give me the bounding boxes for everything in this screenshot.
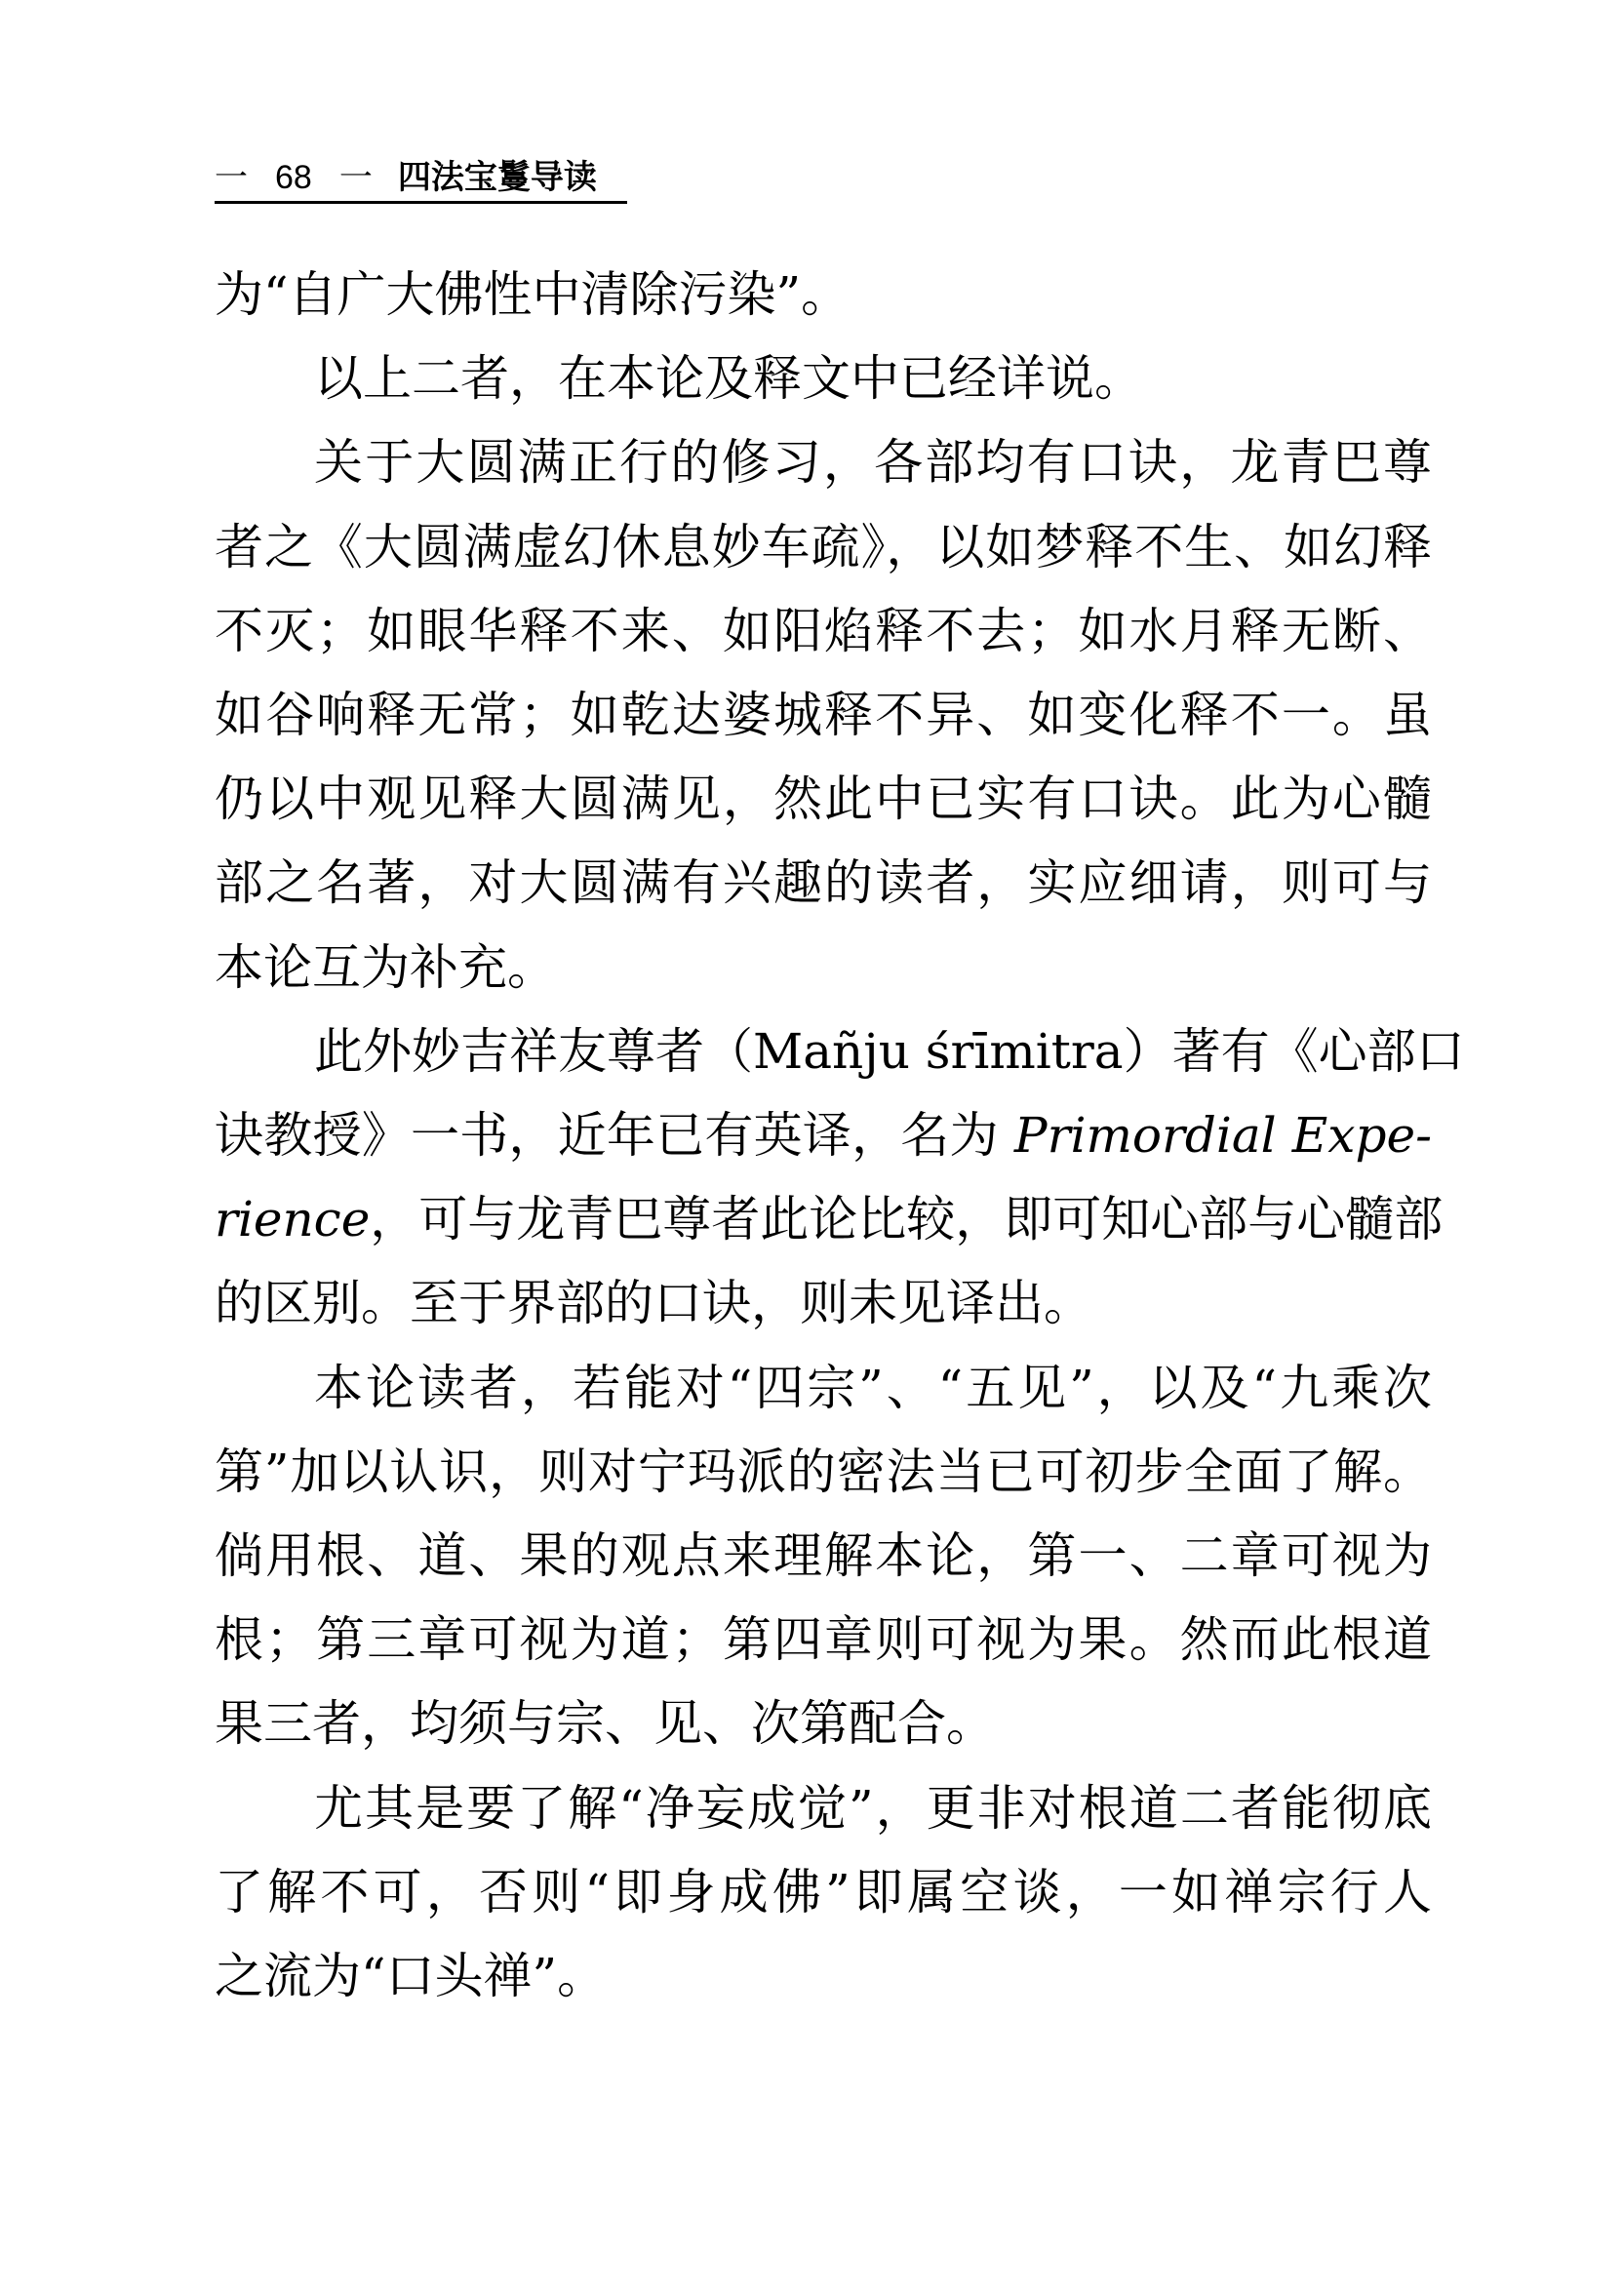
italic-title: Primordial Expe- (1013, 1107, 1432, 1164)
text-line: 之流为“口头禅”。 (215, 1948, 607, 2004)
text-line: 此外妙吉祥友尊者（Mañju śrīmitra）著有《心部口 (314, 1023, 1465, 1080)
header-dash: 一 (338, 159, 373, 196)
italic-title: rience (215, 1191, 371, 1247)
header-dash: 一 (215, 159, 248, 196)
text-line: 根；第三章可视为道；第四章则可视为果。然而此根道 (215, 1611, 1432, 1668)
text-line: 以上二者，在本论及释文中已经详说。 (314, 350, 1143, 407)
text-segment: ，可与龙青巴尊者此论比较，即可知心部与心髓部 (370, 1191, 1444, 1247)
text-line: 关于大圆满正行的修习，各部均有口诀，龙青巴尊 (314, 434, 1432, 491)
running-header (215, 156, 627, 204)
text-line: 果三者，均须与宗、见、次第配合。 (215, 1695, 995, 1752)
text-line: 本论读者，若能对“四宗”、“五见”，以及“九乘次 (314, 1360, 1432, 1416)
page-number: 68 (275, 159, 312, 196)
text-line: 如谷响释无常；如乾达婆城释不异、如变化释不一。虽 (215, 687, 1432, 743)
text-line (215, 1177, 1444, 1261)
text-line: 为“自广大佛性中清除污染”。 (215, 266, 851, 323)
text-line: 倘用根、道、果的观点来理解本论，第一、二章可视为 (215, 1527, 1432, 1584)
text-segment: 诀教授》一书，近年已有英译，名为 (215, 1107, 999, 1164)
book-title: 四法宝鬘导读 (397, 159, 597, 196)
text-line (215, 1093, 1432, 1177)
text-line: 尤其是要了解“净妄成觉”，更非对根道二者能彻底 (314, 1780, 1432, 1837)
text-line: 的区别。至于界部的口诀，则未见译出。 (215, 1275, 1092, 1331)
text-line: 不灭；如眼华释不来、如阳焰释不去；如水月释无断、 (215, 603, 1432, 659)
text-line: 者之《大圆满虚幻休息妙车疏》，以如梦释不生、如幻释 (215, 519, 1432, 575)
text-line: 部之名著，对大圆满有兴趣的读者，实应细请，则可与 (215, 854, 1432, 911)
text-line: 仍以中观见释大圆满见，然此中已实有口诀。此为心髓 (215, 771, 1432, 827)
text-line: 了解不可，否则“即身成佛”即属空谈，一如禅宗行人 (215, 1864, 1432, 1920)
text-line: 本论互为补充。 (215, 939, 556, 996)
text-line: 第”加以认识，则对宁玛派的密法当已可初步全面了解。 (215, 1444, 1432, 1500)
